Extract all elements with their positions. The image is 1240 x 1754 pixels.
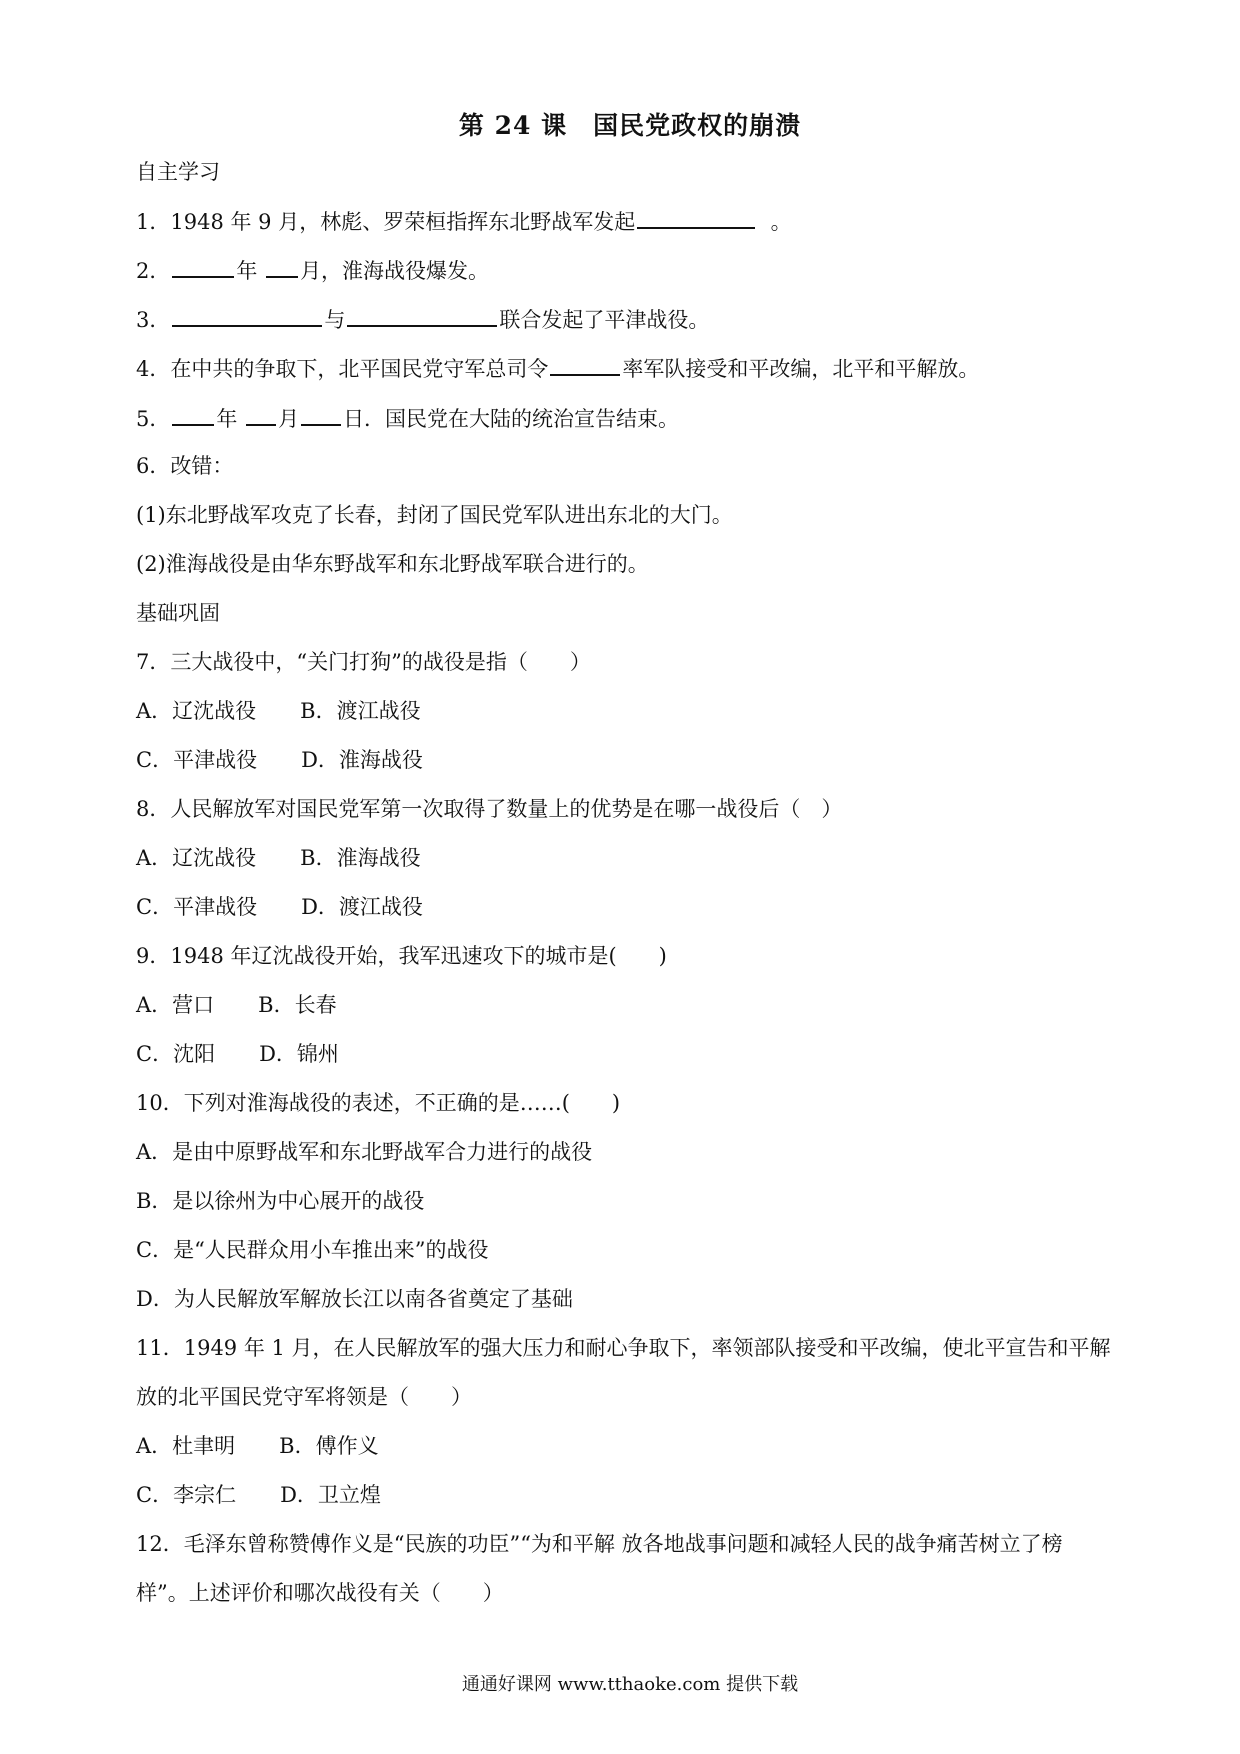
question-8-options-ab (136, 843, 421, 873)
question-6-item-2: (2)淮海战役是由华东野战军和东北野战军联合进行的。 (136, 552, 649, 576)
question-11-stem-2: 放的北平国民党守军将领是（ ） (136, 1385, 472, 1409)
q8-option-c[interactable]: C．平津战役 (136, 895, 258, 919)
q5-number: 5． (136, 407, 171, 431)
section-basic: 基础巩固 (136, 601, 220, 625)
q5-month-label: 月 (278, 407, 300, 431)
q9-option-c[interactable]: C．沈阳 (136, 1042, 216, 1066)
q3-number: 3． (136, 308, 171, 332)
question-9-stem: 9．1948 年辽沈战役开始，我军迅速攻下的城市是( ) (136, 944, 667, 968)
question-7-options-cd (136, 745, 423, 775)
question-11-stem-1: 11．1949 年 1 月，在人民解放军的强大压力和耐心争取下，率领部队接受和平改编，使北平宣告和平解 (136, 1336, 1111, 1360)
question-3 (136, 303, 709, 335)
question-12-stem-1: 12．毛泽东曾称赞傅作义是“民族的功臣”“为和平解 放各地战事问题和减轻人民的战争痛苦树立了榜 (136, 1532, 1063, 1556)
q5-month-blank[interactable] (246, 402, 276, 426)
q2-number: 2． (136, 259, 171, 283)
q11-option-b[interactable]: B．傅作义 (279, 1434, 379, 1458)
q1-blank[interactable] (637, 205, 755, 229)
question-10-stem: 10．下列对淮海战役的表述，不正确的是……( ) (136, 1091, 621, 1115)
q2-text: 月，淮海战役爆发。 (300, 259, 490, 283)
question-2 (136, 254, 489, 286)
q3-text: 联合发起了平津战役。 (499, 308, 710, 332)
q9-option-d[interactable]: D．锦州 (259, 1042, 339, 1066)
q5-year-blank[interactable] (172, 402, 214, 426)
q9-option-b[interactable]: B．长春 (258, 993, 337, 1017)
q11-option-c[interactable]: C．李宗仁 (136, 1483, 237, 1507)
question-1 (136, 205, 792, 237)
question-8-options-cd (136, 892, 423, 922)
q5-day-blank[interactable] (301, 402, 341, 426)
q10-option-b[interactable]: B．是以徐州为中心展开的战役 (136, 1189, 425, 1213)
question-4 (136, 352, 979, 384)
q10-option-d[interactable]: D．为人民解放军解放长江以南各省奠定了基础 (136, 1287, 573, 1311)
q1-end: 。 (770, 210, 792, 234)
q3-mid: 与 (324, 308, 346, 332)
question-7-options-ab (136, 696, 421, 726)
q9-option-a[interactable]: A．营口 (136, 993, 215, 1017)
question-12-stem-2: 样”。上述评价和哪次战役有关（ ） (136, 1581, 504, 1605)
q8-option-a[interactable]: A．辽沈战役 (136, 846, 257, 870)
q11-option-a[interactable]: A．杜聿明 (136, 1434, 236, 1458)
q10-option-a[interactable]: A．是由中原野战军和东北野战军合力进行的战役 (136, 1140, 593, 1164)
q10-option-c[interactable]: C．是“人民群众用小车推出来”的战役 (136, 1238, 489, 1262)
q2-year-blank[interactable] (172, 254, 234, 278)
q3-blank-2[interactable] (347, 303, 497, 327)
q2-year-label: 年 (236, 259, 258, 283)
q5-year-label: 年 (216, 407, 238, 431)
page-footer: 通通好课网 www.tthaoke.com 提供下载 (461, 1674, 799, 1695)
q7-option-a[interactable]: A．辽沈战役 (136, 699, 257, 723)
q4-text-pre: 4．在中共的争取下，北平国民党守军总司令 (136, 357, 549, 381)
q1-text: 1．1948 年 9 月，林彪、罗荣桓指挥东北野战军发起 (136, 210, 636, 234)
q3-blank-1[interactable] (172, 303, 322, 327)
question-7-stem: 7．三大战役中，“关门打狗”的战役是指（ ） (136, 650, 591, 674)
q8-option-d[interactable]: D．渡江战役 (301, 895, 423, 919)
q4-blank[interactable] (550, 352, 620, 376)
q5-text: 日．国民党在大陆的统治宣告结束。 (343, 407, 680, 431)
page-title: 第 24 课 国民党政权的崩溃 (458, 111, 802, 140)
section-self-study: 自主学习 (136, 160, 220, 184)
q7-option-d[interactable]: D．淮海战役 (301, 748, 423, 772)
question-6-item-1: (1)东北野战军攻克了长春，封闭了国民党军队进出东北的大门。 (136, 503, 733, 527)
question-9-options-cd (136, 1039, 339, 1069)
q4-text-post: 率军队接受和平改编，北平和平解放。 (622, 357, 980, 381)
question-5 (136, 402, 679, 434)
question-9-options-ab (136, 990, 337, 1020)
q7-option-b[interactable]: B．渡江战役 (300, 699, 421, 723)
question-6-label: 6．改错： (136, 454, 234, 478)
q11-option-d[interactable]: D．卫立煌 (280, 1483, 381, 1507)
question-11-options-ab (136, 1431, 379, 1461)
question-11-options-cd (136, 1480, 381, 1510)
q2-month-blank[interactable] (266, 254, 298, 278)
question-8-stem: 8．人民解放军对国民党军第一次取得了数量上的优势是在哪一战役后（ ） (136, 797, 843, 821)
q8-option-b[interactable]: B．淮海战役 (300, 846, 421, 870)
q7-option-c[interactable]: C．平津战役 (136, 748, 258, 772)
